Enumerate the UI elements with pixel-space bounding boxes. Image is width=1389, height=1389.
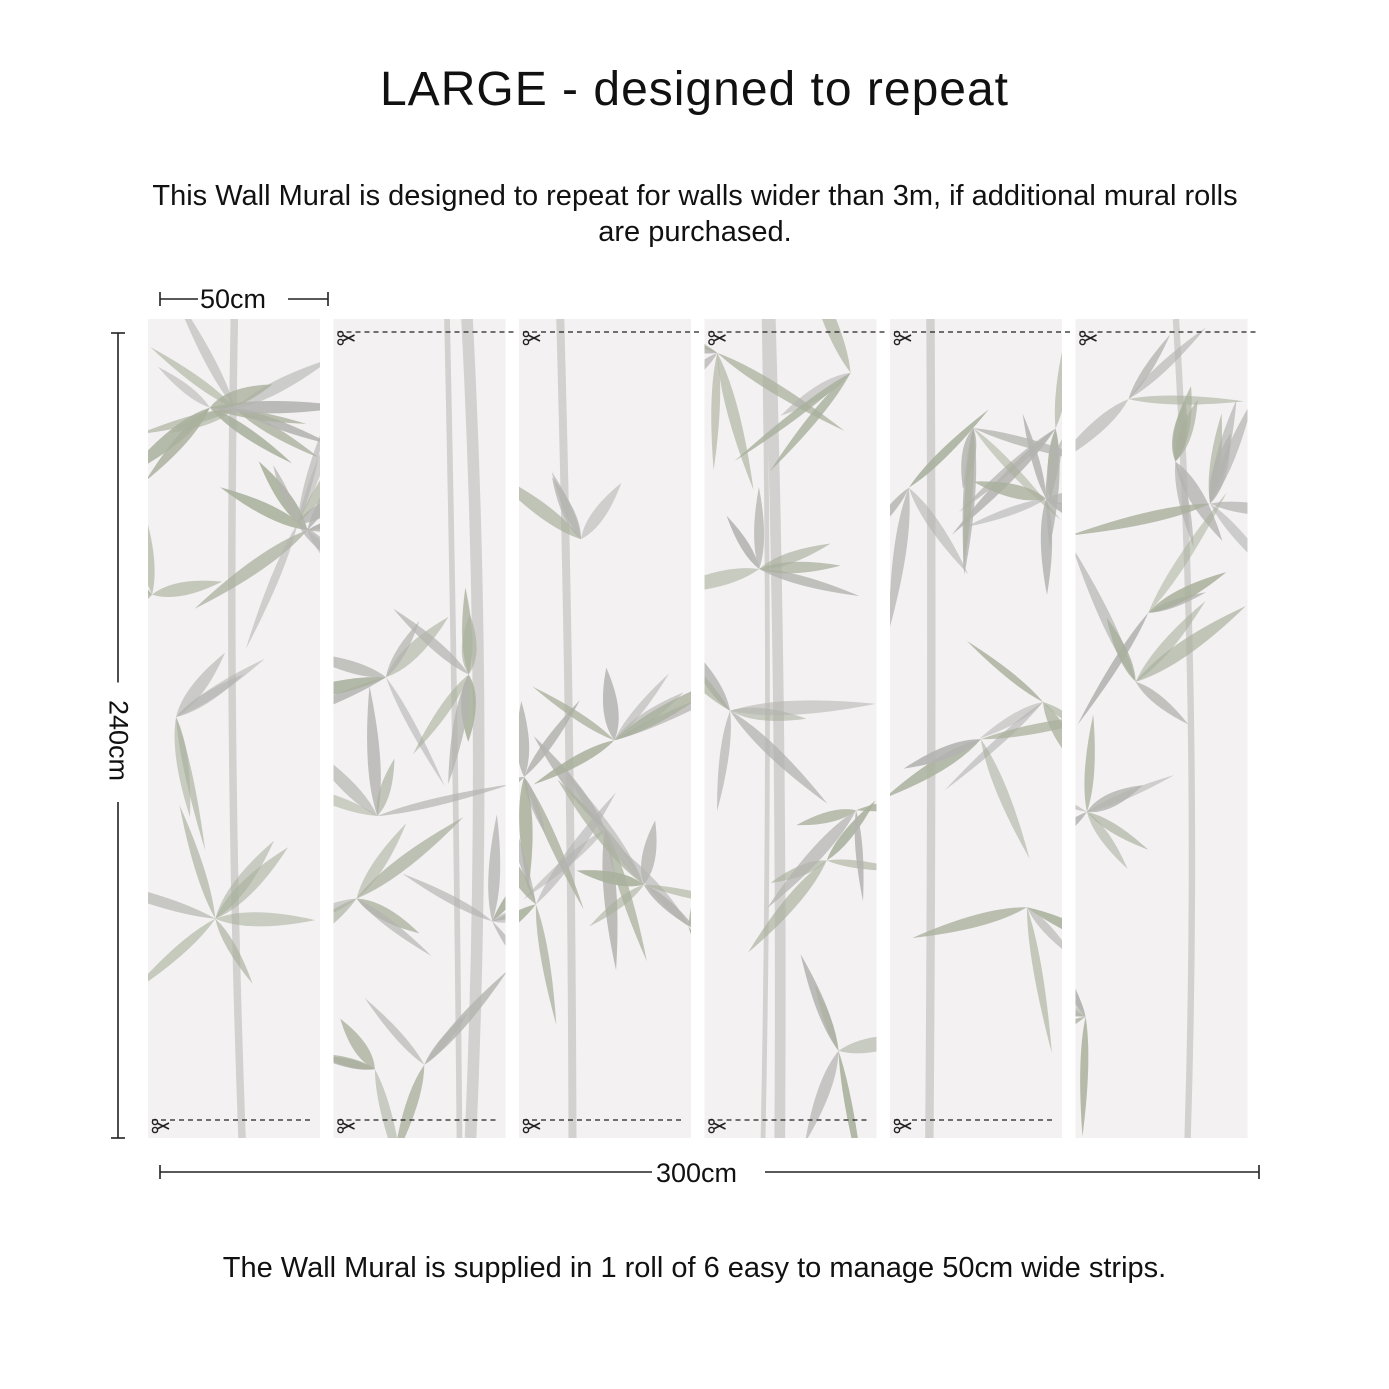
footer-note: The Wall Mural is supplied in 1 roll of 6 easy to manage 50cm wide strips. [222, 1252, 1167, 1284]
page-title: LARGE - designed to repeat [379, 63, 1010, 116]
page-subtitle: This Wall Mural is designed to repeat for walls wider than 3m, if additional mural rolls are purchased. [152, 180, 1238, 248]
height-label: 240cm [103, 683, 134, 799]
strip-width-label: 50cm [200, 284, 267, 314]
total-width-label: 300cm [656, 1158, 738, 1188]
